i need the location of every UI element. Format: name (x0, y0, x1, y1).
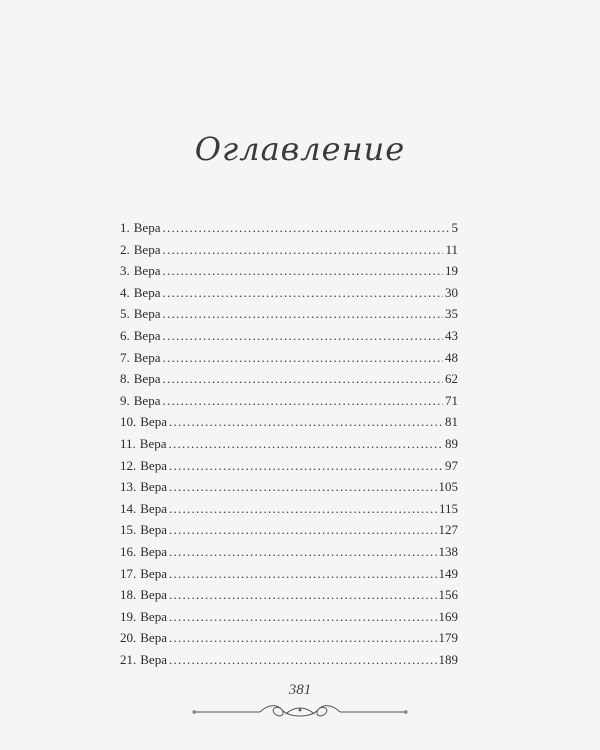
toc-dot-leader (162, 242, 443, 258)
toc-entry-page: 149 (438, 565, 458, 581)
toc-entry-page: 89 (445, 435, 458, 451)
toc-entry-number: 14. (120, 500, 137, 516)
toc-entry-title: Вера (140, 414, 167, 430)
toc-entry-title: Вера (133, 220, 161, 235)
toc-entry-page: 43 (445, 327, 458, 343)
flourish-ornament-icon (190, 698, 410, 722)
toc-entry (120, 609, 458, 631)
toc-entry (120, 306, 458, 328)
toc-entry-title: Вера (140, 587, 167, 603)
toc-entry-number: 17. (120, 565, 137, 581)
toc-entry-title: Вера (140, 457, 167, 473)
toc-entry-number: 19. (120, 608, 137, 624)
toc-entry-title: Вера (140, 651, 167, 667)
page-number: 381 (288, 682, 312, 698)
toc-entry-title: Вера (140, 630, 167, 646)
toc-entry-page: 11 (445, 241, 458, 257)
toc-dot-leader (169, 414, 443, 430)
toc-entry (120, 393, 458, 415)
toc-dot-leader (169, 609, 437, 625)
toc-entry (120, 371, 458, 393)
toc-entry-title: Вера (140, 565, 167, 581)
toc-entry-title: Вера (140, 543, 167, 559)
toc-entry (120, 544, 458, 566)
toc-dot-leader (169, 522, 437, 538)
toc-entry (120, 350, 458, 372)
toc-entry (120, 652, 458, 674)
toc-dot-leader (169, 544, 437, 560)
toc-entry-page: 127 (438, 522, 458, 538)
toc-entry-number: 1. (120, 220, 130, 235)
toc-dot-leader (162, 263, 443, 279)
table-of-contents (120, 220, 458, 673)
toc-entry (120, 630, 458, 652)
toc-entry-page: 138 (438, 543, 458, 559)
toc-entry-page: 115 (438, 500, 458, 516)
toc-dot-leader (169, 630, 437, 646)
toc-entry-number: 4. (120, 284, 130, 300)
toc-entry-title: Вера (133, 263, 161, 279)
toc-entry-number: 3. (120, 263, 130, 279)
toc-entry (120, 220, 458, 242)
toc-entry-title: Вера (133, 306, 161, 322)
toc-entry-page: 5 (451, 220, 458, 235)
toc-dot-leader (162, 393, 443, 409)
toc-entry-title: Вера (133, 392, 161, 408)
toc-entry-number: 5. (120, 306, 130, 322)
toc-entry-page: 35 (445, 306, 458, 322)
toc-dot-leader (162, 371, 443, 387)
toc-entry-page: 48 (445, 349, 458, 365)
toc-entry-page: 179 (438, 630, 458, 646)
toc-entry (120, 242, 458, 264)
toc-entry-number: 6. (120, 327, 130, 343)
toc-dot-leader (169, 479, 437, 495)
toc-entry (120, 263, 458, 285)
toc-dot-leader (162, 220, 449, 236)
toc-entry-number: 11. (120, 435, 136, 451)
toc-entry (120, 501, 458, 523)
toc-entry-page: 97 (445, 457, 458, 473)
toc-entry-page: 189 (438, 651, 458, 667)
toc-dot-leader (169, 436, 444, 452)
toc-entry-number: 2. (120, 241, 130, 257)
toc-entry (120, 479, 458, 501)
toc-entry (120, 587, 458, 609)
toc-entry (120, 414, 458, 436)
toc-dot-leader (169, 566, 437, 582)
toc-dot-leader (169, 587, 437, 603)
toc-entry-number: 20. (120, 630, 137, 646)
toc-entry-title: Вера (133, 371, 161, 387)
toc-dot-leader (169, 501, 437, 517)
page-footer (190, 682, 410, 722)
toc-dot-leader (169, 458, 443, 474)
toc-entry-title: Вера (133, 327, 161, 343)
page-title: Оглавление (194, 130, 406, 168)
toc-entry (120, 566, 458, 588)
toc-entry-number: 7. (120, 349, 130, 365)
toc-entry-title: Вера (133, 349, 161, 365)
toc-entry-number: 12. (120, 457, 137, 473)
toc-entry-page: 105 (438, 479, 458, 495)
toc-entry (120, 458, 458, 480)
toc-entry-number: 21. (120, 651, 137, 667)
toc-entry-title: Вера (140, 522, 167, 538)
toc-entry (120, 436, 458, 458)
toc-dot-leader (162, 306, 443, 322)
toc-entry (120, 328, 458, 350)
toc-entry (120, 522, 458, 544)
toc-entry-page: 19 (445, 263, 458, 279)
toc-entry-title: Вера (133, 284, 161, 300)
toc-entry-number: 16. (120, 543, 137, 559)
toc-entry-page: 169 (438, 608, 458, 624)
toc-entry-number: 10. (120, 414, 137, 430)
toc-entry-page: 81 (445, 414, 458, 430)
toc-entry-title: Вера (140, 479, 167, 495)
toc-entry-number: 18. (120, 587, 137, 603)
toc-entry-number: 8. (120, 371, 130, 387)
toc-entry-title: Вера (133, 241, 161, 257)
toc-entry-page: 71 (445, 392, 458, 408)
toc-entry-page: 156 (438, 587, 458, 603)
toc-entry-title: Вера (140, 500, 167, 516)
toc-entry-number: 9. (120, 392, 130, 408)
toc-dot-leader (162, 328, 443, 344)
toc-entry-page: 30 (445, 284, 458, 300)
toc-entry (120, 285, 458, 307)
toc-dot-leader (169, 652, 437, 668)
toc-dot-leader (162, 285, 443, 301)
toc-entry-number: 15. (120, 522, 137, 538)
toc-entry-page: 62 (445, 371, 458, 387)
toc-entry-number: 13. (120, 479, 137, 495)
toc-entry-title: Вера (139, 435, 167, 451)
toc-entry-title: Вера (140, 608, 167, 624)
toc-dot-leader (162, 350, 443, 366)
